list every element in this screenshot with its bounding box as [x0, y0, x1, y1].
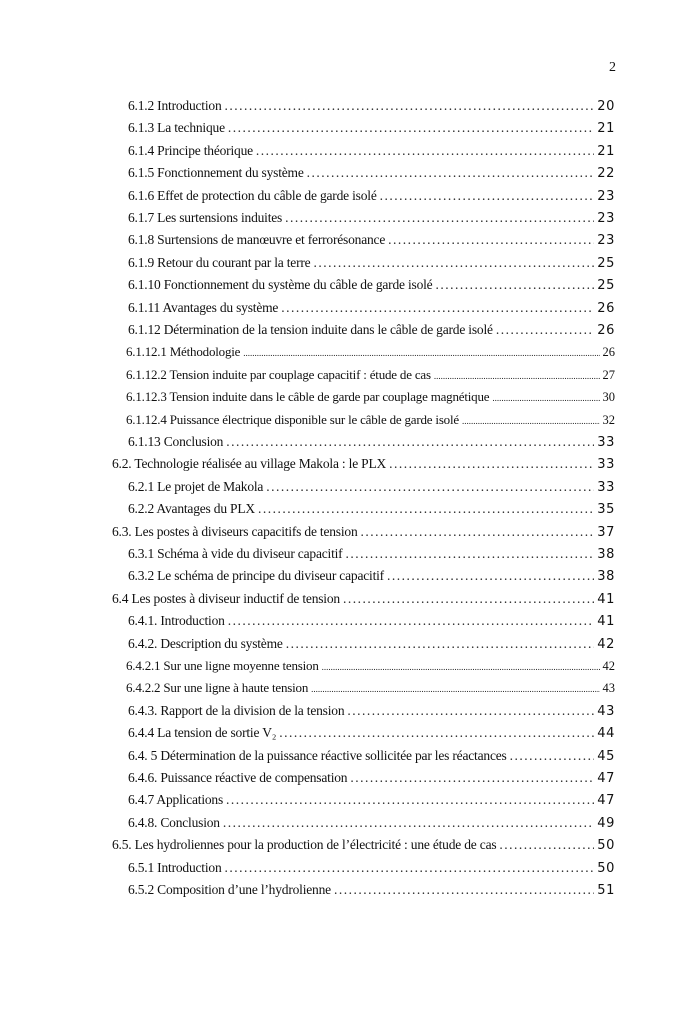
toc-entry-page: 20	[597, 99, 615, 114]
leader-dots	[499, 837, 594, 853]
toc-entry-title: 6.1.6 Effet de protection du câble de garde isolé	[128, 187, 377, 203]
toc-entry[interactable]	[128, 501, 615, 521]
toc-entry-title: 6.4.1. Introduction	[128, 613, 225, 629]
toc-entry-page: 51	[597, 883, 615, 898]
toc-entry[interactable]	[128, 165, 615, 185]
toc-entry[interactable]	[128, 210, 615, 230]
toc-entry-title: 6.3. Les postes à diviseurs capacitifs de tension	[112, 523, 358, 539]
toc-entry-page: 33	[597, 435, 615, 450]
toc-entry[interactable]	[128, 143, 615, 163]
leader-dots	[388, 232, 594, 248]
toc-entry-page: 43	[602, 681, 615, 696]
toc-entry-page: 45	[597, 748, 615, 764]
toc-entry-title: 6.4.2. Description du système	[128, 635, 283, 651]
leader-dots	[226, 792, 594, 808]
toc-entry-title: 6.4 Les postes à diviseur inductif de tension	[112, 590, 340, 606]
toc-entry-title: 6.4.2.2 Sur une ligne à haute tension	[126, 680, 309, 696]
toc-entry-page: 44	[597, 726, 615, 742]
leader-dots	[347, 703, 594, 719]
toc-entry[interactable]	[128, 703, 615, 723]
toc-entry-page: 23	[597, 211, 615, 226]
leader-dots	[350, 770, 594, 786]
toc-entry-title: 6.1.3 La technique	[128, 120, 225, 136]
toc-entry-page: 21	[597, 143, 615, 159]
toc-entry-page: 47	[597, 793, 615, 809]
toc-entry-title: 6.2.1 Le projet de Makola	[128, 478, 264, 494]
toc-entry-page: 27	[602, 367, 615, 382]
leader-dots	[434, 371, 600, 381]
toc-entry-page: 42	[602, 659, 615, 673]
leader-dots	[313, 255, 594, 271]
toc-entry-title: 6.1.8 Surtensions de manœuvre et ferrorésonance	[128, 232, 386, 248]
leader-dots	[462, 416, 600, 426]
page-number: 2	[609, 60, 616, 75]
toc-entry-title: 6.3.2 Le schéma de principe du diviseur capacitif	[128, 568, 384, 584]
toc-entry[interactable]	[128, 613, 615, 633]
leader-dots	[228, 120, 594, 136]
toc-entry[interactable]	[128, 322, 615, 342]
toc-entry-page: 47	[597, 771, 615, 786]
leader-dots	[387, 568, 594, 584]
toc-entry[interactable]	[128, 255, 615, 275]
leader-dots	[380, 188, 595, 204]
toc-entry[interactable]	[128, 98, 615, 118]
toc-entry[interactable]	[128, 188, 615, 208]
toc-entry-page: 26	[602, 345, 615, 360]
leader-dots	[311, 684, 599, 694]
toc-entry[interactable]	[128, 770, 615, 790]
toc-entry-page: 26	[597, 323, 615, 338]
toc-entry[interactable]	[126, 344, 615, 364]
toc-entry[interactable]	[128, 434, 615, 454]
toc-entry[interactable]	[112, 456, 615, 476]
toc-entry-page: 37	[597, 524, 615, 540]
toc-entry-title: 6.1.4 Principe théorique	[128, 142, 253, 158]
toc-entry[interactable]	[128, 815, 615, 835]
toc-entry[interactable]	[128, 860, 615, 880]
leader-dots	[286, 636, 595, 652]
toc-entry-title: 6.4.3. Rapport de la division de la tension	[128, 702, 345, 718]
toc-entry-page: 41	[597, 614, 615, 630]
toc-entry-page: 43	[597, 703, 615, 719]
toc-entry[interactable]	[112, 524, 615, 544]
leader-dots	[322, 662, 600, 672]
toc-entry-page: 42	[597, 636, 615, 652]
leader-dots	[334, 882, 594, 898]
toc-entry-title: 6.4.6. Puissance réactive de compensation	[128, 770, 348, 785]
leader-dots	[361, 524, 595, 540]
toc-entry[interactable]	[128, 546, 615, 566]
leader-dots	[285, 210, 594, 226]
toc-entry[interactable]	[128, 636, 615, 656]
leader-dots	[435, 277, 594, 293]
toc-entry-title: 6.3.1 Schéma à vide du diviseur capacitif	[128, 546, 343, 561]
toc-entry-title: 6.1.2 Introduction	[128, 98, 222, 113]
toc-entry[interactable]	[112, 591, 615, 611]
leader-dots	[266, 479, 594, 495]
toc-entry[interactable]	[128, 725, 615, 745]
toc-entry-title: 6.1.12.2 Tension induite par couplage capacitif : étude de cas	[126, 366, 431, 382]
toc-entry-page: 38	[597, 569, 615, 585]
toc-entry-title: 6.4.2.1 Sur une ligne moyenne tension	[126, 658, 319, 673]
toc-entry-page: 32	[602, 412, 615, 427]
toc-entry-page: 50	[597, 838, 615, 854]
toc-entry[interactable]	[126, 412, 615, 432]
toc-entry-page: 22	[597, 166, 615, 182]
toc-entry-page: 38	[597, 547, 615, 562]
toc-entry-title: 6.4.8. Conclusion	[128, 814, 220, 830]
toc-entry-title: 6.5. Les hydroliennes pour la production de l’électricité : une étude de cas	[112, 837, 497, 853]
leader-dots	[492, 393, 599, 403]
leader-dots	[281, 300, 594, 316]
leader-dots	[343, 591, 594, 607]
toc-entry-page: 41	[597, 591, 615, 607]
toc-entry-title: 6.2.2 Avantages du PLX	[128, 501, 255, 517]
toc-entry-page: 26	[597, 300, 615, 316]
leader-dots	[223, 815, 594, 831]
toc-entry-page: 33	[597, 457, 615, 473]
toc-entry-title: 6.1.12.4 Puissance électrique disponible sur le câble de garde isolé	[126, 411, 459, 427]
toc-entry-title: 6.1.9 Retour du courant par la terre	[128, 254, 311, 270]
leader-dots	[389, 456, 594, 472]
leader-dots	[307, 165, 595, 181]
toc-entry[interactable]	[128, 568, 615, 588]
toc-entry[interactable]	[128, 277, 615, 297]
leader-dots	[279, 725, 594, 741]
toc-entry-page: 25	[597, 255, 615, 271]
leader-dots	[345, 546, 594, 562]
toc-entry-title: 6.1.12 Détermination de la tension induite dans le câble de garde isolé	[128, 322, 493, 337]
toc-entry-page: 33	[597, 479, 615, 495]
leader-dots	[243, 348, 599, 358]
toc-entry[interactable]	[128, 792, 615, 812]
toc-entry-page: 30	[602, 390, 615, 405]
toc-entry[interactable]	[128, 748, 615, 768]
toc-entry-title: 6.4. 5 Détermination de la puissance réactive sollicitée par les réactances	[128, 747, 507, 763]
toc-entry-title: 6.5.1 Introduction	[128, 859, 222, 875]
toc-entry[interactable]	[128, 300, 615, 320]
toc-entry[interactable]	[112, 837, 615, 857]
toc-entry[interactable]	[128, 120, 615, 140]
toc-entry-title: 6.5.2 Composition d’une l’hydrolienne	[128, 882, 331, 897]
toc-entry-page: 49	[597, 815, 615, 831]
toc-entry-page: 21	[597, 121, 615, 137]
toc-entry[interactable]	[128, 232, 615, 252]
toc-entry-title: 6.1.10 Fonctionnement du système du câble de garde isolé	[128, 277, 433, 293]
toc-entry[interactable]	[126, 389, 615, 409]
toc-entry[interactable]	[126, 658, 615, 678]
toc-entry-page: 50	[597, 860, 615, 876]
leader-dots	[225, 98, 595, 114]
toc-entry[interactable]	[128, 882, 615, 902]
leader-dots	[228, 613, 595, 629]
toc-entry-title: 6.1.12.1 Méthodologie	[126, 344, 241, 360]
toc-entry-title: 6.1.12.3 Tension induite dans le câble de garde par couplage magnétique	[126, 389, 490, 405]
leader-dots	[225, 860, 595, 876]
toc-entry-title: 6.1.7 Les surtensions induites	[128, 210, 283, 225]
toc-entry-title: 6.4.7 Applications	[128, 792, 224, 808]
toc-entry-page: 23	[597, 188, 615, 204]
toc-entry-page: 23	[597, 233, 615, 249]
toc-entry-page: 35	[597, 502, 615, 518]
leader-dots	[510, 748, 595, 764]
toc-entry-title: 6.1.11 Avantages du système	[128, 299, 279, 315]
leader-dots	[496, 322, 594, 338]
leader-dots	[226, 434, 594, 450]
toc-entry-title: 6.1.13 Conclusion	[128, 434, 224, 449]
toc-entry[interactable]	[128, 479, 615, 499]
toc-entry-title: 6.4.4 La tension de sortie V₂	[128, 725, 277, 741]
toc-entry-title: 6.1.5 Fonctionnement du système	[128, 165, 304, 181]
toc-entry-title: 6.2. Technologie réalisée au village Makola : le PLX	[112, 456, 387, 472]
toc-entry[interactable]	[126, 680, 615, 700]
leader-dots	[256, 143, 594, 159]
leader-dots	[258, 501, 594, 517]
toc-entry[interactable]	[126, 367, 615, 387]
toc-entry-page: 25	[597, 278, 615, 294]
